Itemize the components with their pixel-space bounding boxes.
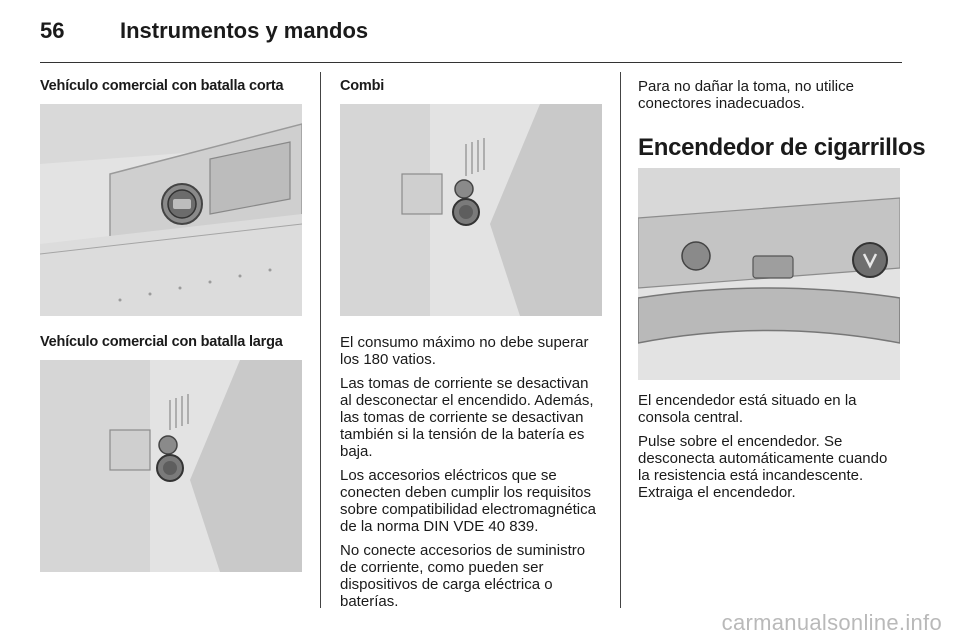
socket-illustration-short: [40, 104, 302, 316]
column2-text: [340, 334, 604, 610]
column3-text: [638, 392, 902, 501]
section-heading: Encendedor de cigarrillos: [638, 134, 926, 161]
column3-intro: Para no dañar la toma, no utilice conectores inadecuados.: [638, 78, 854, 112]
header-divider: [40, 62, 902, 63]
paragraph-location: El encendedor está situado en la consola central.: [638, 392, 857, 426]
paragraph-warning: No conecte accesorios de suministro de corriente, como pueden ser dispositivos de carga eléctrica o baterías.: [340, 542, 586, 610]
paragraph-max-consumption: El consumo máximo no debe superar los 180 vatios.: [340, 334, 589, 368]
page-header: [40, 18, 368, 48]
paragraph-compatibility: Los accesorios eléctricos que se conecten deben cumplir los requisitos sobre compatibilidad electromagnética de la norma DIN VDE 40 839.: [340, 467, 596, 535]
column-divider-1: [320, 72, 321, 608]
socket-illustration-long: [40, 360, 302, 572]
figure-caption-combi: Combi: [340, 78, 385, 94]
page-number: 56: [40, 18, 65, 43]
column-divider-2: [620, 72, 621, 608]
cigarette-lighter-illustration: [638, 168, 900, 380]
paragraph-usage: Pulse sobre el encendedor. Se desconecta automáticamente cuando la resistencia está incandescente. Extraiga el encendedor.: [638, 433, 888, 501]
socket-illustration-combi: [340, 104, 602, 316]
paragraph-deactivation: Las tomas de corriente se desactivan al desconectar el encendido. Además, las tomas de corriente se desactivan también si la tensión de la batería es baja.: [340, 375, 594, 460]
watermark: carmanualsonline.info: [721, 610, 942, 635]
figure-caption-long-wheelbase: Vehículo comercial con batalla larga: [40, 334, 283, 350]
figure-caption-short-wheelbase: Vehículo comercial con batalla corta: [40, 78, 284, 94]
page-title: Instrumentos y mandos: [120, 18, 369, 43]
